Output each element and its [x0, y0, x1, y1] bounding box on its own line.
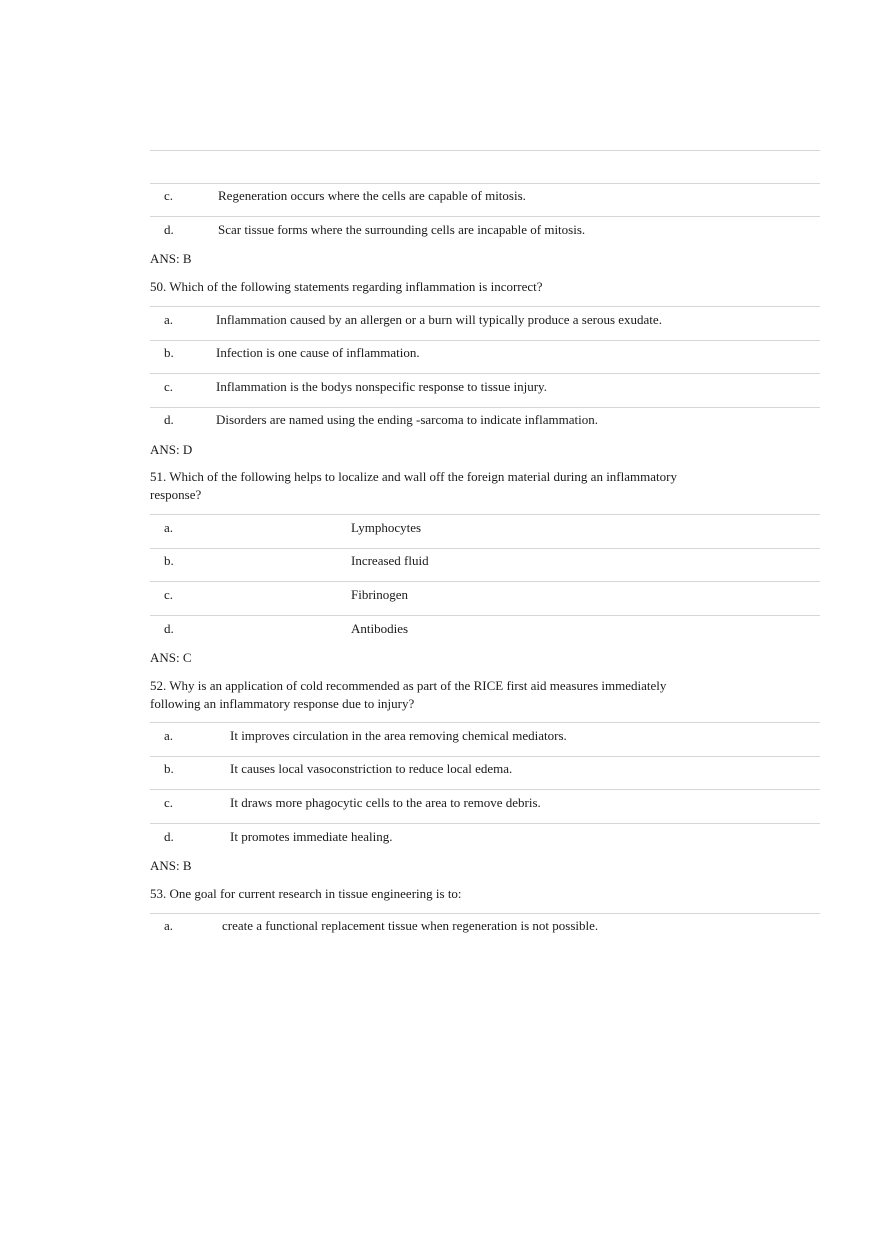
- option-letter: b.: [164, 761, 174, 776]
- option-letter: c.: [164, 587, 174, 602]
- option-text: Lymphocytes: [351, 520, 422, 535]
- rule: [150, 183, 820, 184]
- option-letter: d.: [164, 621, 174, 636]
- rule: [150, 548, 820, 549]
- rule: [150, 216, 820, 217]
- option-letter: c.: [164, 795, 174, 810]
- option-letter: a.: [164, 520, 174, 535]
- option-text: Antibodies: [351, 621, 409, 636]
- option-text: It promotes immediate healing.: [230, 829, 393, 844]
- rule: [150, 756, 820, 757]
- option-letter: c.: [164, 188, 174, 203]
- option-text: It draws more phagocytic cells to the area to remove debris.: [230, 795, 541, 810]
- option-text: Regeneration occurs where the cells are capable of mitosis.: [218, 188, 526, 203]
- answer-key: ANS: B: [150, 251, 192, 266]
- answer-key: ANS: D: [150, 442, 193, 457]
- rule: [150, 373, 820, 374]
- rule: [150, 823, 820, 824]
- option-text: Scar tissue forms where the surrounding cells are incapable of mitosis.: [218, 222, 586, 237]
- rule: [150, 306, 820, 307]
- rule: [150, 913, 820, 914]
- option-text: create a functional replacement tissue when regeneration is not possible.: [222, 918, 599, 933]
- option-text: It causes local vasoconstriction to reduce local edema.: [230, 761, 513, 776]
- option-text: Inflammation is the bodys nonspecific response to tissue injury.: [216, 379, 547, 394]
- option-letter: a.: [164, 312, 174, 327]
- option-letter: d.: [164, 412, 174, 427]
- option-text: It improves circulation in the area removing chemical mediators.: [230, 728, 567, 743]
- rule: [150, 340, 820, 341]
- option-letter: d.: [164, 222, 174, 237]
- option-text: Fibrinogen: [351, 587, 409, 602]
- option-letter: b.: [164, 553, 174, 568]
- question-text: 52. Why is an application of cold recommended as part of the RICE first aid measures immediately following an inflammatory response due to injury?: [150, 678, 667, 711]
- rule: [150, 514, 820, 515]
- option-letter: d.: [164, 829, 174, 844]
- rule: [150, 581, 820, 582]
- option-text: Infection is one cause of inflammation.: [216, 345, 420, 360]
- question-text: 50. Which of the following statements regarding inflammation is incorrect?: [150, 279, 543, 294]
- rule: [150, 615, 820, 616]
- option-text: Inflammation caused by an allergen or a burn will typically produce a serous exudate.: [216, 312, 662, 327]
- option-letter: a.: [164, 728, 174, 743]
- option-text: Increased fluid: [351, 553, 429, 568]
- question-text: 51. Which of the following helps to localize and wall off the foreign material during an inflammatory response?: [150, 469, 677, 502]
- answer-key: ANS: B: [150, 858, 192, 873]
- option-letter: b.: [164, 345, 174, 360]
- answer-key: ANS: C: [150, 650, 192, 665]
- rule: [150, 150, 820, 151]
- rule: [150, 789, 820, 790]
- option-letter: a.: [164, 918, 174, 933]
- option-letter: c.: [164, 379, 174, 394]
- rule: [150, 722, 820, 723]
- question-text: 53. One goal for current research in tissue engineering is to:: [150, 886, 462, 901]
- option-text: Disorders are named using the ending -sarcoma to indicate inflammation.: [216, 412, 598, 427]
- rule: [150, 407, 820, 408]
